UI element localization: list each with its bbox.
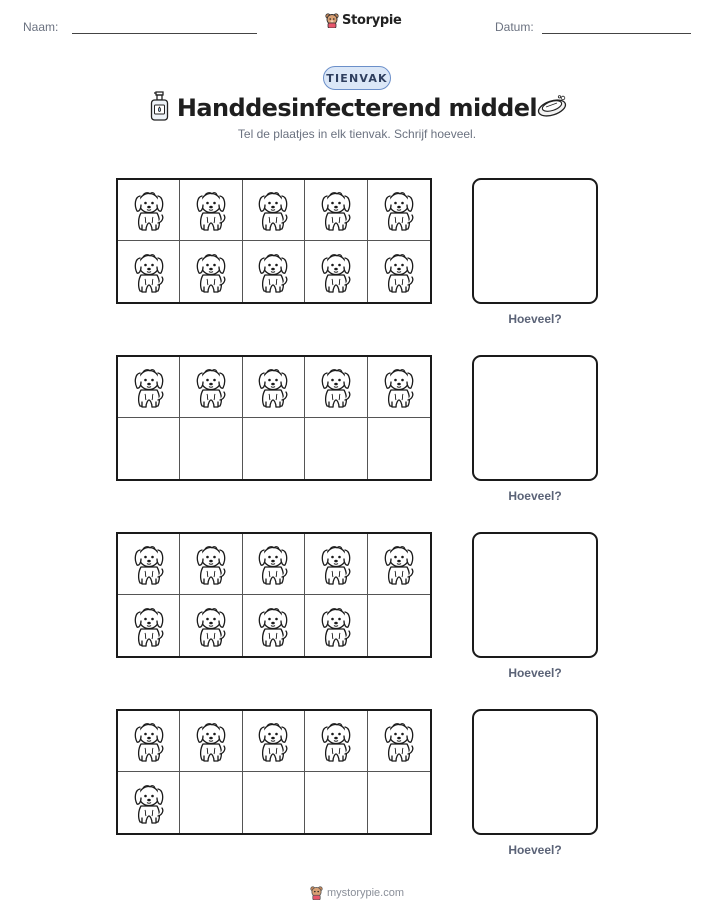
ten-frame-cell [368,357,430,418]
answer-label-1: Hoeveel? [508,312,562,326]
puppy-icon [131,364,167,410]
ten-frame-3 [116,532,432,658]
ten-frame-cell [118,241,180,302]
ten-frame-cell [118,711,180,772]
ten-frame-cell [180,534,242,595]
ten-frame-cell [118,595,180,656]
category-badge: TIENVAK [323,66,391,90]
brand-name: Storypie [342,12,402,28]
puppy-icon [255,603,291,649]
ten-frame-cell [180,772,242,833]
ten-frame-cell [180,180,242,241]
ten-frame-cell [243,534,305,595]
ten-frame-cell [368,772,430,833]
puppy-icon [131,718,167,764]
ten-frame-2 [116,355,432,481]
date-label: Datum: [495,20,534,34]
puppy-icon [318,603,354,649]
answer-label-2: Hoeveel? [508,489,562,503]
ten-frame-cell [305,711,367,772]
puppy-icon [131,187,167,233]
ten-frame-cell [243,772,305,833]
ten-frame-cell [368,418,430,479]
puppy-icon [318,187,354,233]
answer-box-1[interactable] [472,178,598,304]
puppy-icon [381,718,417,764]
ten-frame-cell [118,418,180,479]
name-label: Naam: [23,20,59,34]
ten-frame-cell [243,241,305,302]
ten-frame-1 [116,178,432,304]
ten-frame-cell [243,357,305,418]
ten-frame-cell [368,241,430,302]
puppy-icon [193,187,229,233]
puppy-icon [193,603,229,649]
puppy-icon [318,364,354,410]
puppy-icon [255,364,291,410]
answer-label-3: Hoeveel? [508,666,562,680]
ten-frame-cell [368,180,430,241]
ten-frame-cell [180,711,242,772]
puppy-icon [193,718,229,764]
page-title: Handdesinfecterend middel [176,94,538,122]
puppy-icon [193,541,229,587]
ten-frame-4 [116,709,432,835]
ten-frame-cell [305,357,367,418]
answer-label-4: Hoeveel? [508,843,562,857]
footer-url: mystorypie.com [326,886,405,899]
puppy-icon [381,541,417,587]
puppy-icon [255,541,291,587]
puppy-icon [381,187,417,233]
name-field[interactable] [72,33,257,34]
ten-frame-cell [368,534,430,595]
puppy-icon [131,780,167,826]
ten-frame-cell [305,180,367,241]
puppy-icon [255,187,291,233]
ten-frame-cell [180,357,242,418]
puppy-icon [131,541,167,587]
ten-frame-cell [118,180,180,241]
ten-frame-cell [243,711,305,772]
brand-logo [325,12,402,28]
ten-frame-cell [180,418,242,479]
ten-frame-cell [243,595,305,656]
ten-frame-cell [180,595,242,656]
puppy-icon [193,249,229,295]
puppy-icon [318,541,354,587]
ten-frame-cell [118,357,180,418]
puppy-icon [255,718,291,764]
ten-frame-cell [368,595,430,656]
puppy-icon [131,249,167,295]
ten-frame-cell [305,418,367,479]
footer [0,885,714,900]
answer-box-2[interactable] [472,355,598,481]
puppy-icon [318,718,354,764]
ten-frame-cell [243,180,305,241]
puppy-icon [381,249,417,295]
ten-frame-cell [180,241,242,302]
ten-frame-cell [243,418,305,479]
puppy-icon [131,603,167,649]
instructions: Tel de plaatjes in elk tienvak. Schrijf hoeveel. [237,127,477,141]
ten-frame-cell [305,772,367,833]
date-field[interactable] [542,33,691,34]
puppy-icon [381,364,417,410]
ten-frame-cell [305,241,367,302]
bear-mascot-icon [325,12,339,28]
ten-frame-cell [368,711,430,772]
answer-box-3[interactable] [472,532,598,658]
soap-bar-icon [536,94,568,118]
puppy-icon [193,364,229,410]
ten-frame-cell [305,595,367,656]
answer-box-4[interactable] [472,709,598,835]
bear-mascot-icon [310,885,323,900]
puppy-icon [255,249,291,295]
ten-frame-cell [118,772,180,833]
ten-frame-cell [118,534,180,595]
ten-frame-cell [305,534,367,595]
puppy-icon [318,249,354,295]
